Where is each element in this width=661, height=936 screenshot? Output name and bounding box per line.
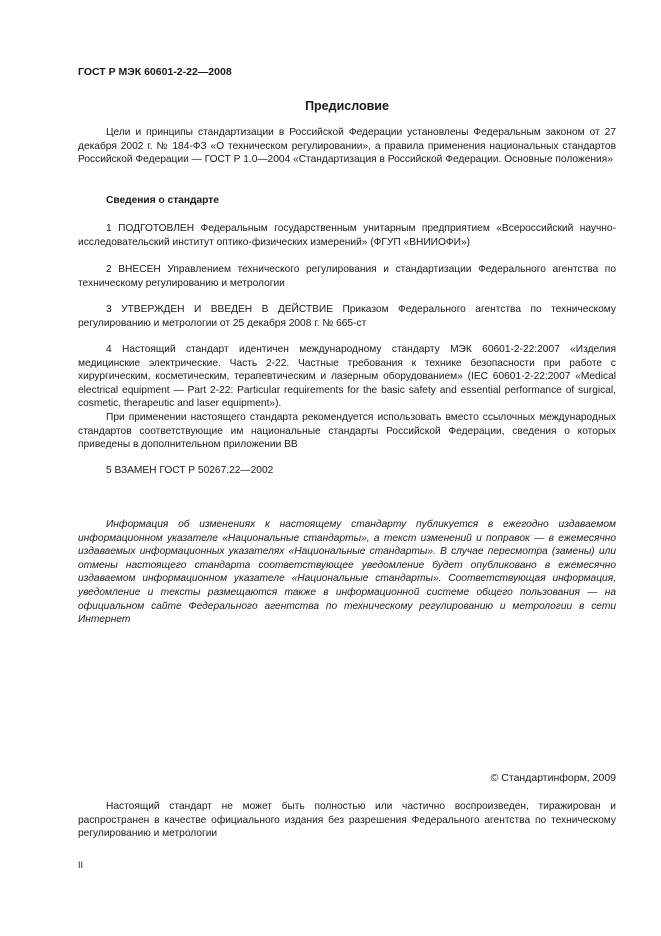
page-title: Предисловие (305, 99, 389, 113)
reproduction-paragraph: Настоящий стандарт не может быть полностью или частично воспроизведен, тиражирован и распространен в качестве официального издания без разрешения Федерального агентства по техническому регулированию и метрологии (78, 801, 616, 840)
notice-paragraph: Информация об изменениях к настоящему стандарту публикуется в ежегодно издаваемом информационном указателе «Национальные стандарты», а текст изменений и поправок — в ежемесячно издаваемых информационных указателях «Национальные стандарты». В случае пересмотра (замены) или отмены настоящего стандарта соответствующее уведомление будет опубликовано в ежемесячно издаваемом информационном указателе «Национальные стандарты». Соответствующая информация, уведомление и тексты размещаются также в информационной системе общего пользования — на официальном сайте Федерального агентства по техническому регулированию и метрологии в сети Интернет (78, 519, 616, 626)
reproduction-section (78, 800, 616, 841)
item-paragraph: 2 ВНЕСЕН Управлением технического регулирования и стандартизации Федерального агентства по техническому регулированию и метрологии (78, 264, 616, 289)
item-paragraph: 5 ВЗАМЕН ГОСТ Р 50267.22—2002 (106, 465, 274, 476)
document-header: ГОСТ Р МЭК 60601-2-22—2008 (78, 66, 232, 78)
item-paragraph: При применении настоящего стандарта рекомендуется использовать вместо ссылочных международных стандартов соответствующие им национальные стандарты Российской Федерации, сведения о которых приведены в дополнительном приложении ВВ (78, 411, 616, 451)
item-4 (78, 343, 616, 452)
intro-section (78, 126, 616, 167)
item-paragraph: 1 ПОДГОТОВЛЕН Федеральным государственным унитарным предприятием «Всероссийский научно-исследовательский институт оптико-физических измерений» (ФГУП «ВНИИОФИ») (78, 223, 616, 248)
item-paragraph: 3 УТВЕРЖДЕН И ВВЕДЕН В ДЕЙСТВИЕ Приказом Федерального агентства по техническому регулированию и метрологии от 25 декабря 2008 г. № 665-ст (78, 304, 616, 329)
notice-section (78, 518, 616, 627)
item-1 (78, 222, 616, 249)
item-paragraph: 4 Настоящий стандарт идентичен международному стандарту МЭК 60601-2-22:2007 «Изделия медицинские электрические. Часть 2-22. Частные требования к технике безопасности при работе с хирургическим, косметическим, терапевтическим и лазерным оборудованием» (IEC 60601-2-22:2007 «Medical electrical equipment — Part 2-22: Particular requirements for the basic safety and essential performance of surgical, cosmetic, therapeutic and laser equipment»). (78, 344, 616, 410)
item-3 (78, 303, 616, 330)
page-number: II (78, 860, 84, 870)
copyright-line: © Стандартинформ, 2009 (490, 772, 616, 784)
section-heading: Сведения о стандарте (106, 195, 219, 206)
intro-paragraph: Цели и принципы стандартизации в Российской Федерации установлены Федеральным законом от 27 декабря 2002 г. № 184-ФЗ «О техническом регулировании», а правила применения национальных стандартов Российской Федерации — ГОСТ Р 1.0—2004 «Стандартизация в Российской Федерации. Основные положения» (78, 127, 616, 166)
item-2 (78, 263, 616, 290)
item-5 (78, 464, 616, 478)
